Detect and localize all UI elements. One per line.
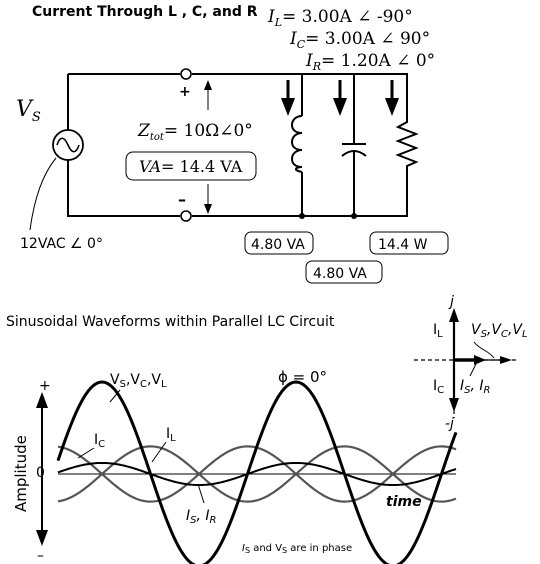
phasor-j: j [450, 294, 454, 310]
wave-label-v: $V_S,V_C,V_L$ [110, 372, 167, 390]
minus-sign: – [178, 190, 186, 209]
phasor-neg-j: -j [445, 416, 454, 432]
phasor-isr-leader [470, 364, 476, 376]
phase-note: $I_S$ and $V_S$ are in phase [242, 543, 353, 555]
power-c: 4.80 VA [313, 266, 367, 282]
ztot-label: $Z_{tot}=$ 10Ω∠0° [138, 121, 253, 143]
source-label: 12VAC ∠ 0° [20, 236, 103, 252]
power-r: 14.4 W [378, 237, 428, 253]
phasor-isr: $I_S$, $I_R$ [460, 378, 491, 396]
isr-leader-line [198, 484, 204, 503]
ic-label: $I_C= 3.00A$ ∠ 90° [290, 29, 431, 51]
axis-zero: 0 [36, 465, 45, 481]
plus-sign: + [179, 84, 191, 100]
voltage-arrow-icon [204, 80, 212, 214]
amplitude-label: Amplitude [12, 435, 30, 512]
waveform-plot [58, 382, 456, 564]
branch-current-arrows-icon [281, 80, 399, 116]
power-l: 4.80 VA [251, 237, 305, 253]
time-label: time [386, 494, 422, 510]
top-terminal [181, 69, 191, 79]
ir-label: $I_R= 1.20A$ ∠ 0° [306, 51, 436, 73]
phasor-v: $V_S,V_C,V_L$ [471, 322, 528, 340]
phasor-il: $I_L$ [433, 322, 443, 340]
va-label: VA= 14.4 VA [139, 157, 243, 176]
phasor-v-leader [474, 342, 494, 358]
axis-minus: – [37, 548, 44, 564]
circuit-title: Current Through L , C, and R [32, 4, 258, 20]
wave-label-ic: $I_C$ [94, 432, 106, 450]
phi-label: ϕ = 0° [278, 368, 328, 386]
waveform-title: Sinusoidal Waveforms within Parallel LC Circuit [6, 314, 335, 330]
wave-label-il: $I_L$ [166, 426, 176, 444]
phasor-ic: $I_C$ [433, 378, 445, 396]
wave-label-isr: $I_S$, $I_R$ [186, 508, 217, 526]
il-label: $I_L= 3.00A$ ∠ -90° [268, 7, 413, 29]
axis-plus: + [39, 378, 51, 394]
il-leader-line [152, 442, 166, 462]
resistor-icon [398, 114, 416, 172]
ac-source-icon [53, 130, 83, 160]
ic-leader-line [78, 448, 94, 458]
wave-vs-vc-vl [58, 382, 456, 564]
vs-label: $V_S$ [16, 97, 41, 125]
source-leader-line [30, 158, 56, 230]
bottom-terminal [181, 211, 191, 221]
inductor-icon [292, 116, 302, 172]
